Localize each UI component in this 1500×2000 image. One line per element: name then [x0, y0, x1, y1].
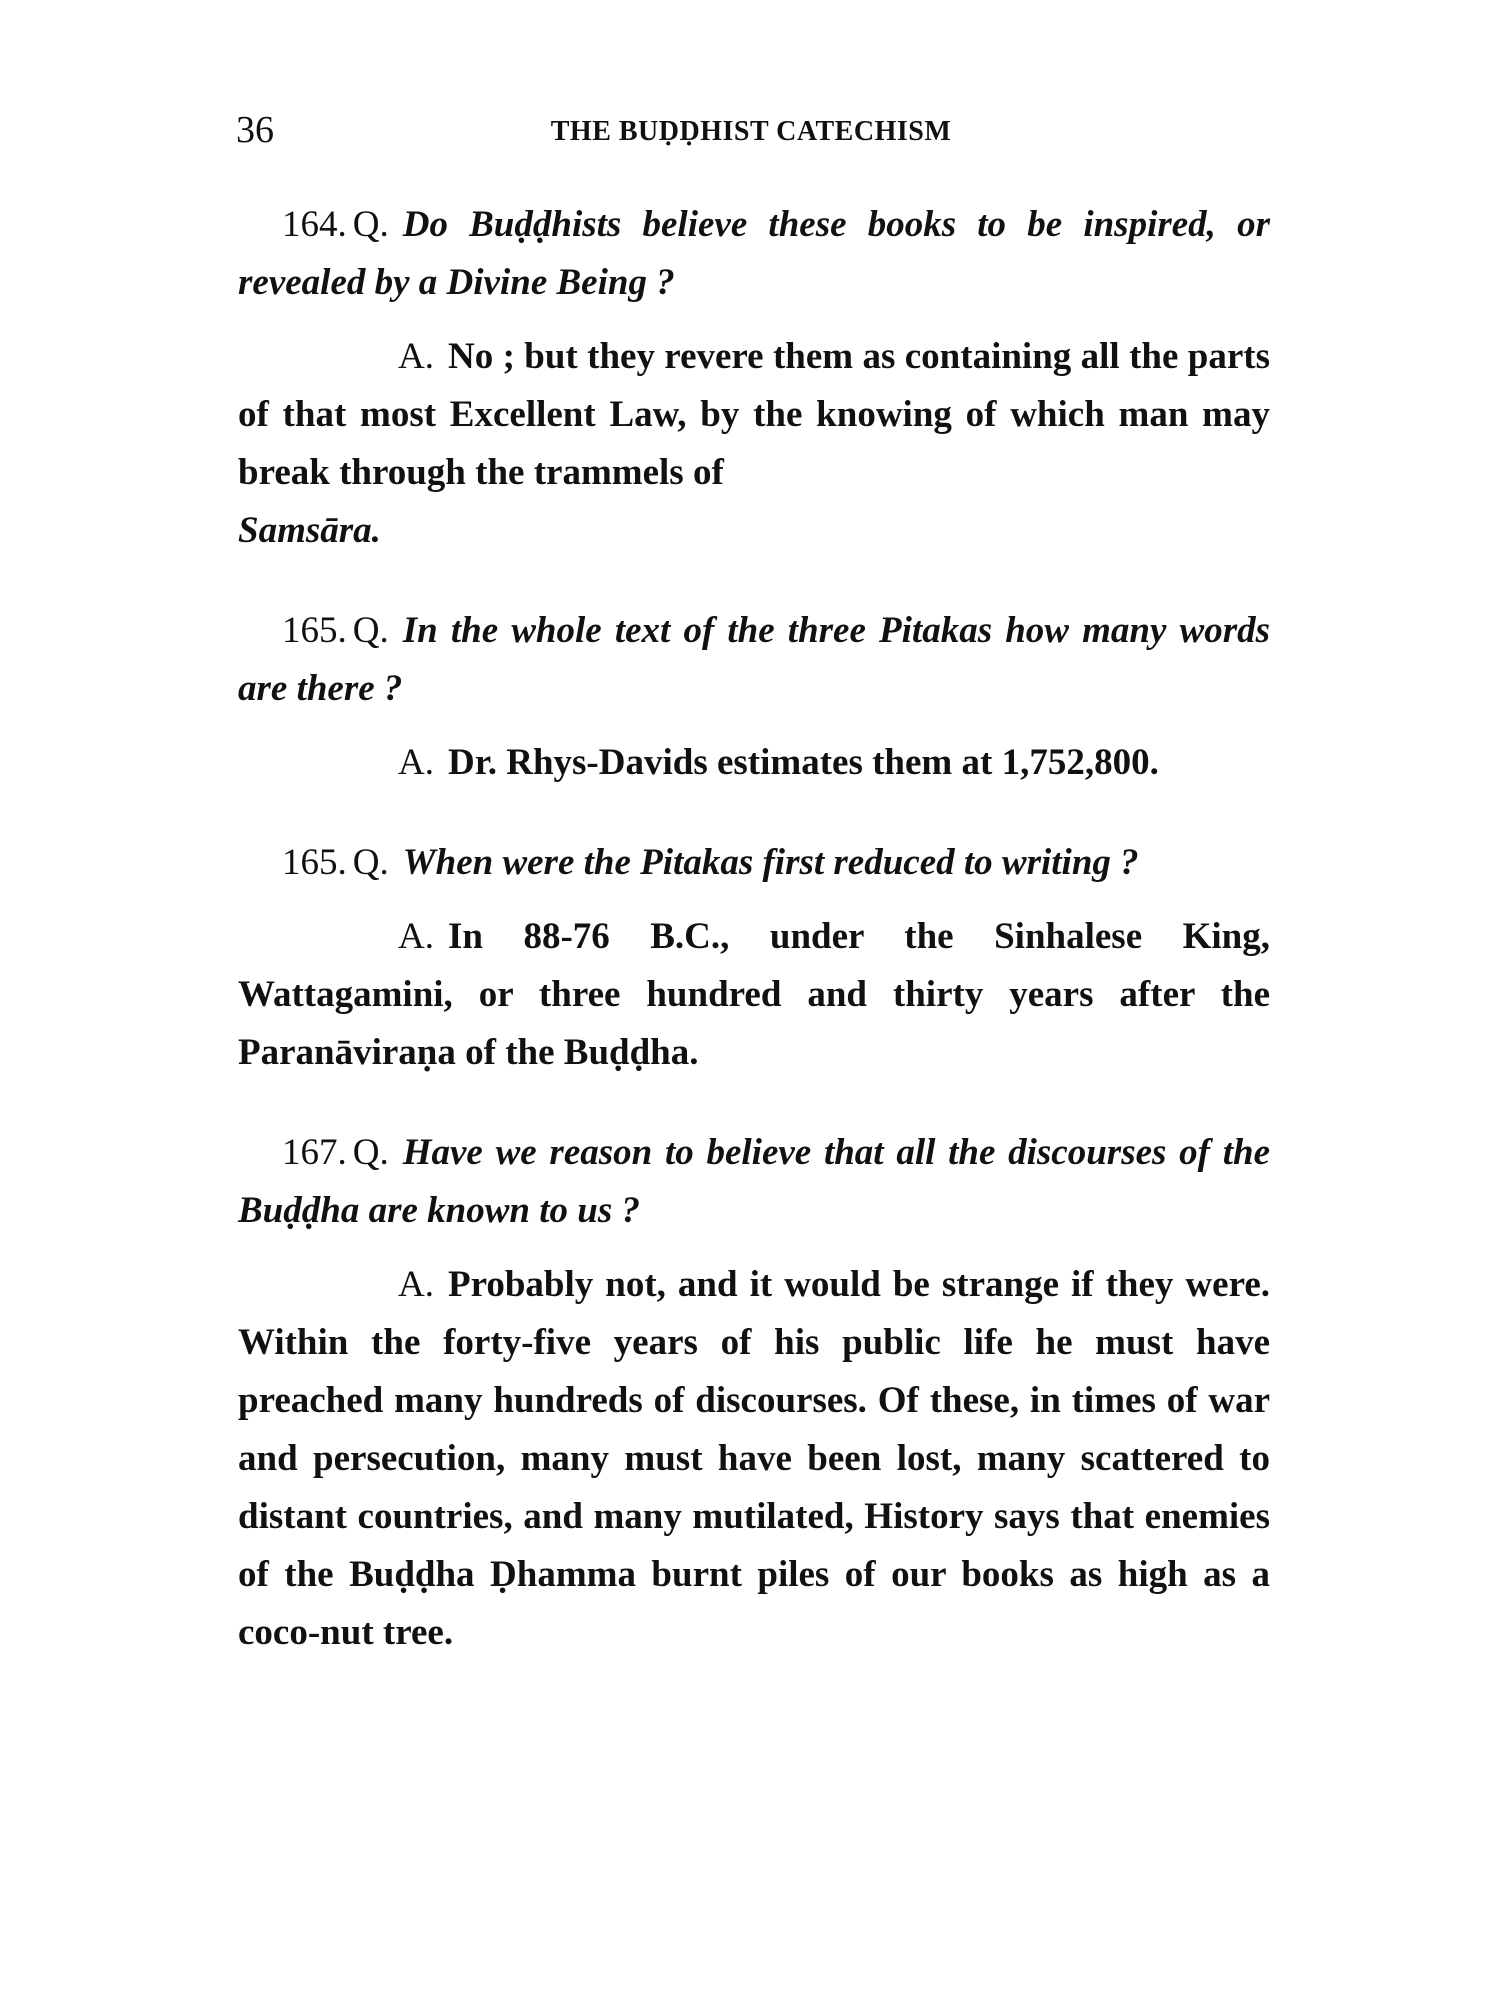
catechism-content: [238, 196, 1270, 1704]
question-text: Have we reason to believe that all the discourses of the Buḍḍha are known to us ?: [238, 1132, 1270, 1231]
question-number: 165.: [282, 842, 347, 883]
answer-label: A.: [398, 742, 434, 783]
answer-paragraph: [238, 908, 1270, 1082]
answer-label: A.: [398, 336, 434, 377]
question-text: Do Buḍḍhists believe these books to be inspired, or revealed by a Divine Being ?: [238, 204, 1270, 303]
answer-label: A.: [398, 1264, 434, 1305]
question-paragraph: [238, 602, 1270, 718]
answer-text: [238, 336, 1270, 551]
running-title: THE BUḌḌHIST CATECHISM: [550, 116, 952, 147]
catechism-entry-164: [238, 196, 1270, 560]
answer-label: A.: [398, 916, 434, 957]
answer-paragraph: [238, 1256, 1270, 1662]
answer-text: Dr. Rhys-Davids estimates them at 1,752,800.: [447, 742, 1159, 783]
page-header: [236, 108, 1266, 158]
question-number: 164.: [282, 204, 347, 245]
catechism-entry-165-writing: [238, 834, 1270, 1082]
answer-paragraph: [238, 734, 1270, 792]
question-label: Q.: [352, 1132, 389, 1173]
question-number: 165.: [282, 610, 347, 651]
question-text: When were the Pitakas first reduced to writing ?: [402, 842, 1139, 883]
question-paragraph: [238, 834, 1270, 892]
question-label: Q.: [352, 204, 389, 245]
question-number: 167.: [282, 1132, 347, 1173]
page-number: 36: [236, 109, 274, 151]
catechism-entry-167: [238, 1124, 1270, 1662]
question-label: Q.: [352, 610, 389, 651]
catechism-entry-165-words: [238, 602, 1270, 792]
answer-text: In 88-76 B.C., under the Sinhalese King, Wattagamini, or three hundred and thirty years after the Paranāviraṇa of the Buḍḍha.: [238, 916, 1270, 1073]
answer-body: No ; but they revere them as containing all the parts of that most Excellent Law, by the knowing of which man may break through the trammels of: [238, 336, 1270, 493]
question-text: In the whole text of the three Pitakas how many words are there ?: [238, 610, 1270, 709]
question-paragraph: [238, 1124, 1270, 1240]
answer-paragraph: [238, 328, 1270, 560]
answer-text: Probably not, and it would be strange if they were. Within the forty-five years of his public life he must have preached many hundreds of discourses. Of these, in times of war and persecution, many must have been lost, many scattered to distant countries, and many mutilated, History says that enemies of the Buḍḍha Ḍhamma burnt piles of our books as high as a coco-nut tree.: [238, 1264, 1270, 1653]
question-paragraph: [238, 196, 1270, 312]
answer-italic-term: Samsāra.: [238, 510, 381, 551]
question-label: Q.: [352, 842, 389, 883]
